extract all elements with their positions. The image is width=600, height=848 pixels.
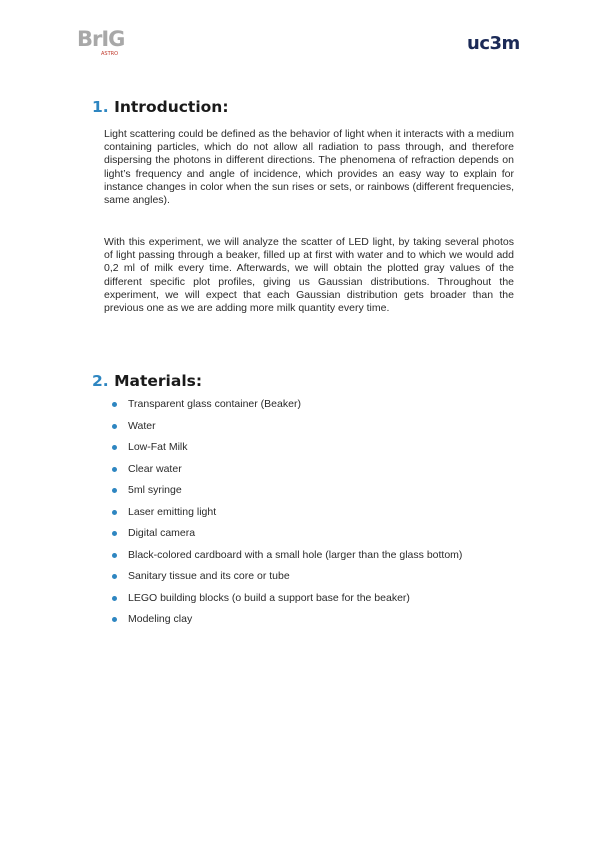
list-item: Modeling clay xyxy=(110,611,515,627)
introduction-title: Introduction: xyxy=(114,98,229,116)
introduction-paragraph-1: Light scattering could be defined as the behavior of light when it interacts with a medium containing particles, which do not allow all radiation to pass through, and therefore dispersing the photons in different directions. The phenomena of refraction depends on light’s frequency and angle of incidence, which provides an easy way to explain for instance changes in color when the sun rises or sets, or rainbows (different frequencies, same angles). xyxy=(104,128,514,207)
bullet-icon xyxy=(112,617,117,622)
introduction-paragraph-2: With this experiment, we will analyze the scatter of LED light, by taking several photos of light passing through a beaker, filled up at first with water and to which we would add 0,2 ml of milk every time. Afterwards, we will obtain the plotted gray values of the different specific plot profiles, giving us Gaussian distributions. Throughout the experiment, we will expect that each Gaussian distribution gets broader than the previous one as we are adding more milk quantity every time. xyxy=(104,236,514,315)
list-item: Transparent glass container (Beaker) xyxy=(110,396,515,412)
bullet-icon xyxy=(112,424,117,429)
list-item: 5ml syringe xyxy=(110,482,515,498)
list-item: Clear water xyxy=(110,461,515,477)
list-item: Sanitary tissue and its core or tube xyxy=(110,568,515,584)
bullet-icon xyxy=(112,510,117,515)
uc3m-logo: uc3m xyxy=(467,33,520,54)
list-item: Digital camera xyxy=(110,525,515,541)
introduction-heading xyxy=(92,98,229,116)
list-item: Low-Fat Milk xyxy=(110,439,515,455)
list-item: Black-colored cardboard with a small hole (larger than the glass bottom) xyxy=(110,547,515,563)
brig-logo-subtext: ASTRO xyxy=(101,51,119,57)
bullet-icon xyxy=(112,574,117,579)
introduction-number: 1. xyxy=(92,98,109,116)
materials-title: Materials: xyxy=(114,372,203,390)
bullet-icon xyxy=(112,553,117,558)
bullet-icon xyxy=(112,531,117,536)
list-item: LEGO building blocks (o build a support base for the beaker) xyxy=(110,590,515,606)
brig-logo xyxy=(77,28,133,68)
list-item: Laser emitting light xyxy=(110,504,515,520)
bullet-icon xyxy=(112,402,117,407)
bullet-icon xyxy=(112,445,117,450)
materials-list xyxy=(110,396,515,633)
bullet-icon xyxy=(112,488,117,493)
materials-number: 2. xyxy=(92,372,109,390)
bullet-icon xyxy=(112,596,117,601)
brig-logo-text: BrIG xyxy=(77,27,125,51)
list-item: Water xyxy=(110,418,515,434)
materials-heading xyxy=(92,372,202,390)
bullet-icon xyxy=(112,467,117,472)
